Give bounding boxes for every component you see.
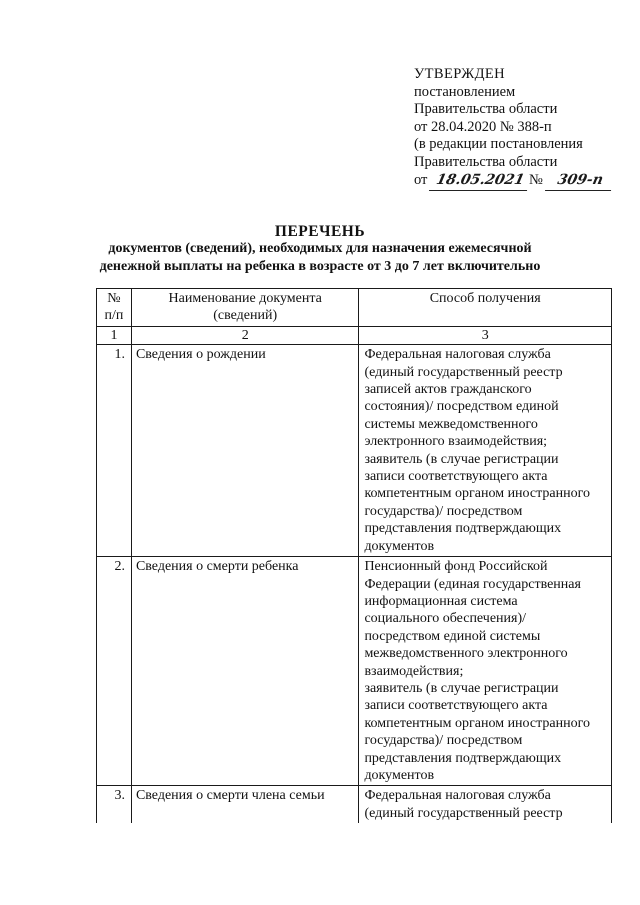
approval-line-3: от 28.04.2020 № 388-п: [414, 118, 552, 135]
method-line: заявитель (в случае регистрации: [364, 451, 559, 467]
table-row: [97, 557, 612, 786]
method-line: состояния)/ посредством единой: [364, 399, 559, 415]
table-row: [97, 345, 612, 557]
row-number: 1.: [97, 345, 132, 557]
method-line: (единый государственный реестр: [364, 805, 563, 821]
method-line: представления подтверждающих: [364, 750, 562, 766]
approval-line-2: Правительства области: [414, 101, 558, 118]
row-document-name: Сведения о смерти ребенка: [131, 557, 359, 786]
method-line: (единый государственный реестр: [364, 364, 563, 380]
row-method: [359, 345, 612, 557]
table-row: [97, 786, 612, 823]
column-number-2: 2: [131, 326, 359, 344]
approval-title: УТВЕРЖДЕН: [414, 66, 506, 82]
header-name-line-2: (сведений): [213, 308, 278, 324]
column-numbers-row: [97, 326, 612, 344]
row-number: 2.: [97, 557, 132, 786]
method-line: взаимодействия;: [364, 663, 464, 679]
method-line: электронного взаимодействия;: [364, 434, 548, 450]
method-line: записей актов гражданского: [364, 382, 532, 398]
header-number: [97, 289, 132, 327]
row-document-name: Сведения о рождении: [131, 345, 359, 557]
subtitle-line-2: денежной выплаты на ребенка в возрасте от 3 до 7 лет включительно: [99, 258, 541, 274]
approval-line-5: Правительства области: [414, 153, 558, 170]
method-line: социального обеспечения)/: [364, 611, 527, 627]
row-method: [359, 786, 612, 823]
handwritten-number: 309-п: [545, 172, 615, 191]
method-line: документов: [364, 767, 435, 783]
approval-line-6: [414, 172, 634, 191]
method-line: компетентным органом иностранного: [364, 715, 590, 731]
document-title: ПЕРЕЧЕНЬ: [274, 223, 366, 240]
method-line: записи соответствующего акта: [364, 698, 548, 714]
from-prefix: от: [414, 171, 428, 188]
method-line: посредством единой системы: [364, 628, 541, 644]
row-number: 3.: [97, 786, 132, 823]
row-document-name: Сведения о смерти члена семьи: [131, 786, 359, 823]
number-prefix: №: [529, 171, 543, 188]
method-line: документов: [364, 538, 435, 554]
header-number-line-1: №: [107, 291, 121, 306]
header-number-line-2: п/п: [104, 308, 124, 324]
method-line: Федерации (единая государственная: [364, 576, 581, 592]
header-name: [131, 289, 359, 327]
header-name-line-1: Наименование документа: [168, 291, 322, 306]
approval-line-4: (в редакции постановления: [414, 136, 583, 153]
row-method: [359, 557, 612, 786]
method-line: Федеральная налоговая служба: [364, 347, 551, 363]
documents-table: [96, 288, 612, 823]
method-line: заявитель (в случае регистрации: [364, 680, 559, 696]
table-header-row: [97, 289, 612, 327]
approval-stamp: [414, 66, 634, 190]
method-line: межведомственного электронного: [364, 646, 568, 662]
handwritten-date: 18.05.2021: [429, 172, 531, 191]
method-line: системы межведомственного: [364, 416, 538, 432]
approval-line-1: постановлением: [414, 83, 516, 100]
method-line: государства)/ посредством: [364, 503, 523, 519]
header-method: Способ получения: [359, 289, 612, 327]
method-line: государства)/ посредством: [364, 733, 523, 749]
column-number-3: 3: [359, 326, 612, 344]
method-line: записи соответствующего акта: [364, 469, 548, 485]
subtitle-line-1: документов (сведений), необходимых для назначения ежемесячной: [108, 241, 532, 256]
column-number-1: 1: [97, 326, 132, 344]
method-line: представления подтверждающих: [364, 521, 562, 537]
method-line: Федеральная налоговая служба: [364, 788, 551, 804]
method-line: Пенсионный фонд Российской: [364, 559, 548, 575]
method-line: информационная система: [364, 593, 518, 609]
method-line: компетентным органом иностранного: [364, 486, 590, 502]
document-subtitle: [0, 240, 640, 275]
